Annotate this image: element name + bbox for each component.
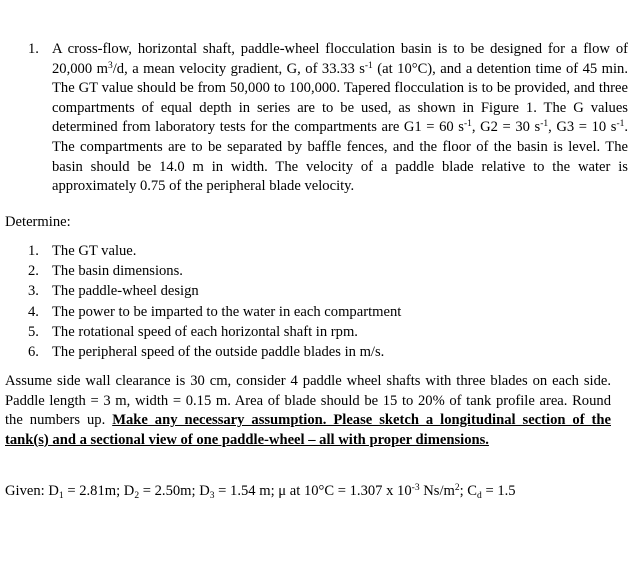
superscript: -3 bbox=[411, 483, 420, 493]
assumptions-paragraph bbox=[5, 372, 611, 450]
subscript: 2 bbox=[134, 491, 140, 501]
problem-statement bbox=[28, 40, 628, 197]
given-segment: = 1.54 m; μ at 10°C = 1.307 x 10 bbox=[214, 483, 412, 499]
task-number: 4. bbox=[28, 303, 39, 320]
task-number: 6. bbox=[28, 343, 39, 360]
superscript: -1 bbox=[616, 119, 625, 130]
task-number: 2. bbox=[28, 263, 39, 280]
subscript: 3 bbox=[209, 491, 215, 501]
problem-text bbox=[52, 40, 628, 197]
task-item bbox=[28, 323, 628, 343]
given-segment: = 2.50m; D bbox=[139, 483, 210, 499]
given-segment: = 2.81m; D bbox=[63, 483, 135, 499]
task-list bbox=[28, 242, 628, 363]
superscript: 2 bbox=[454, 483, 460, 493]
problem-text-segment: A cross-flow, horizontal shaft, paddle-wheel flocculation basin is to be designed for a flow of 20,000 m bbox=[52, 41, 628, 77]
given-segment: ; C bbox=[459, 483, 478, 499]
problem-number: 1. bbox=[28, 41, 39, 57]
given-segment: = 1.5 bbox=[481, 483, 516, 499]
problem-text-segment: , G3 = 10 s bbox=[548, 119, 617, 136]
task-number: 3. bbox=[28, 283, 39, 300]
given-label: Given: bbox=[5, 483, 49, 499]
problem-text-segment: . The compartments are to be separated by baffle fences, and the floor of the basin is level. The basin should be 14.0 m in width. The velocity of a paddle blade relative to the water is approximately 0.75 of the peripheral blade velocity. bbox=[52, 119, 629, 195]
superscript: -1 bbox=[364, 60, 373, 71]
task-text: The paddle-wheel design bbox=[52, 283, 199, 300]
task-item bbox=[28, 242, 628, 262]
problem-text-segment: , G2 = 30 s bbox=[471, 119, 541, 136]
superscript: -1 bbox=[463, 119, 472, 130]
task-item bbox=[28, 262, 628, 282]
assumptions-text: Assume side wall clearance is 30 cm, consider 4 paddle wheel shafts with three blades on each side. Paddle length = 3 m, width = 0.15 m. Area of blade should be 15 to 20% of tank profile area. Round the numbers up. bbox=[5, 373, 611, 429]
task-number: 1. bbox=[28, 243, 39, 259]
task-text: The peripheral speed of the outside paddle blades in m/s. bbox=[52, 343, 385, 360]
superscript: -1 bbox=[540, 119, 549, 130]
given-segment: Ns/m bbox=[419, 483, 455, 499]
superscript: 3 bbox=[107, 60, 113, 71]
task-text: The basin dimensions. bbox=[52, 263, 183, 280]
problem-text-segment: /d, a mean velocity gradient, G, of 33.33 s bbox=[112, 60, 365, 77]
subscript: 1 bbox=[58, 491, 64, 501]
task-item bbox=[28, 343, 628, 363]
given-values bbox=[5, 482, 625, 502]
task-text: The rotational speed of each horizontal shaft in rpm. bbox=[52, 323, 358, 340]
task-item bbox=[28, 282, 628, 302]
task-item bbox=[28, 303, 628, 323]
assumptions-emphasis: Make any necessary assumption. Please sketch a longitudinal section of the tank(s) and a sectional view of one paddle-wheel – all with proper dimensions. bbox=[5, 412, 611, 448]
determine-heading: Determine: bbox=[5, 214, 71, 230]
task-text: The power to be imparted to the water in each compartment bbox=[52, 303, 402, 320]
given-segment: D bbox=[48, 483, 59, 499]
task-number: 5. bbox=[28, 323, 39, 340]
task-text: The GT value. bbox=[52, 243, 137, 259]
problem-text-segment: (at 10°C), and a detention time of 45 min. The GT value should be from 50,000 to 100,000. Tapered flocculation is to be provided, and three compartments of equal depth in series are to be used, as shown in Figure 1. The G values determined from laboratory tests for the compartments are G1 = 60 s bbox=[52, 60, 628, 136]
subscript: d bbox=[477, 491, 482, 501]
